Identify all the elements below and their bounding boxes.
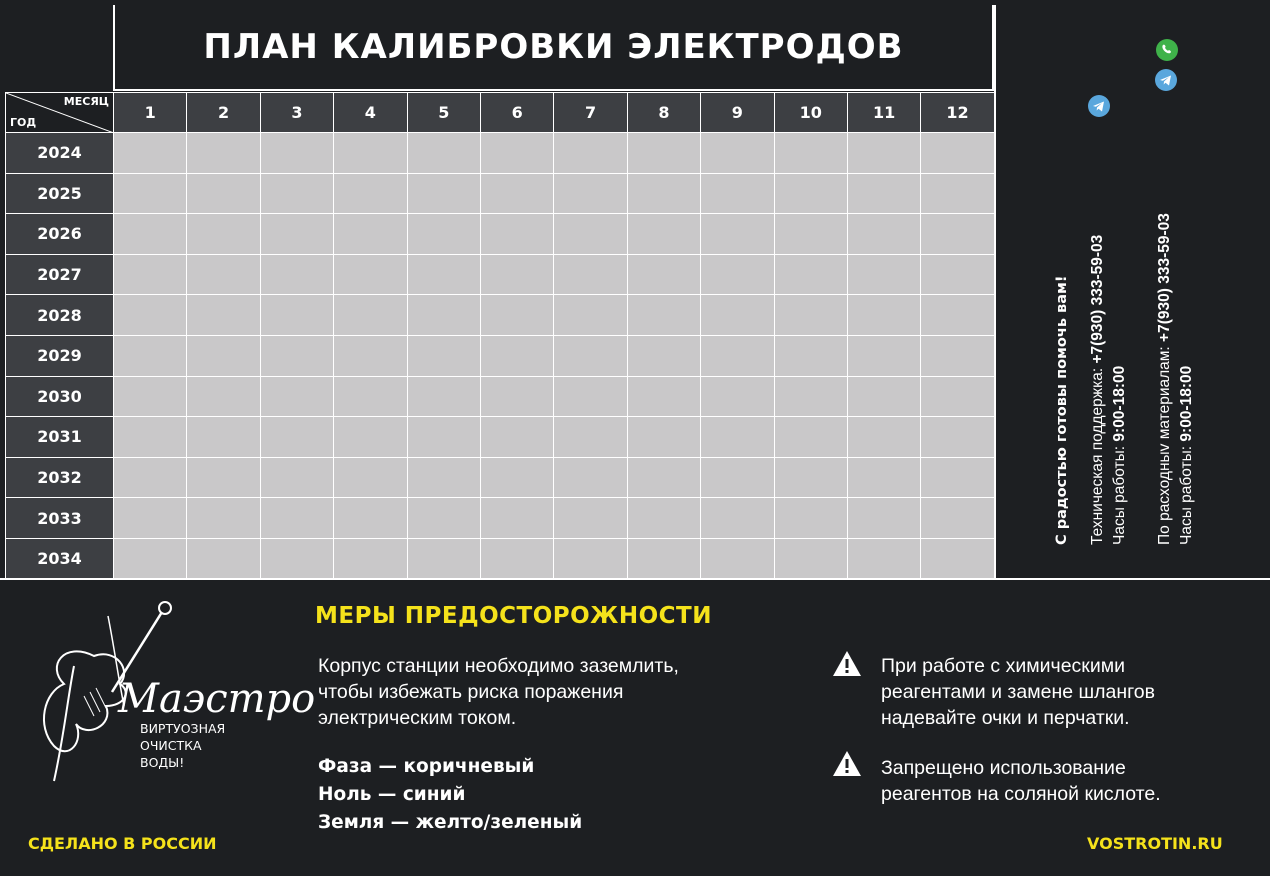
table-row [6,335,995,376]
calibration-cell[interactable] [334,254,407,295]
month-header: 8 [627,93,700,133]
month-header: 6 [480,93,553,133]
calibration-cell[interactable] [921,417,994,458]
calibration-cell[interactable] [480,335,553,376]
support-line: Техническая поддержка: +7(930) 333-59-03 [1089,234,1106,545]
corner-month-label: МЕСЯЦ [63,95,109,108]
calibration-cell[interactable] [701,295,774,336]
month-header: 11 [847,93,920,133]
calibration-cell[interactable] [701,376,774,417]
calibration-cell[interactable] [114,335,187,376]
calibration-cell[interactable] [187,133,260,174]
month-header: 10 [774,93,847,133]
calibration-cell[interactable] [480,214,553,255]
calibration-cell[interactable] [627,254,700,295]
whatsapp-icon [1155,38,1179,62]
contact-heading: С радостью готовы помочь вам! [1054,275,1070,545]
calibration-cell[interactable] [554,538,627,579]
calibration-cell[interactable] [774,254,847,295]
wire-ground: Земля — желто/зеленый [318,812,583,833]
calibration-cell[interactable] [554,376,627,417]
calibration-cell[interactable] [627,214,700,255]
calibration-cell[interactable] [480,376,553,417]
warning-icon [832,750,862,778]
horizontal-divider [0,578,1270,580]
calibration-cell[interactable] [847,254,920,295]
logo-name: Маэстро [118,676,316,722]
calibration-cell[interactable] [187,295,260,336]
telegram-icon [1155,69,1177,91]
calibration-cell[interactable] [847,214,920,255]
table-row [6,254,995,295]
year-label: 2028 [6,295,114,336]
calibration-cell[interactable] [921,254,994,295]
calibration-cell[interactable] [627,457,700,498]
calibration-cell[interactable] [260,335,333,376]
calibration-cell[interactable] [701,417,774,458]
calibration-cell[interactable] [187,417,260,458]
calibration-cell[interactable] [701,335,774,376]
calibration-cell[interactable] [627,538,700,579]
calibration-cell[interactable] [260,498,333,539]
warning-acid-text: Запрещено использование реагентов на соляной кислоте. [881,757,1161,805]
month-header: 4 [334,93,407,133]
calibration-cell[interactable] [260,254,333,295]
calibration-cell[interactable] [334,498,407,539]
table-row [6,498,995,539]
table-row [6,376,995,417]
calibration-cell[interactable] [407,457,480,498]
calibration-cell[interactable] [260,173,333,214]
table-row [6,417,995,458]
calibration-cell[interactable] [701,457,774,498]
calibration-cell[interactable] [114,417,187,458]
calibration-cell[interactable] [921,295,994,336]
calibration-cell[interactable] [921,214,994,255]
title-box [113,5,994,91]
calibration-cell[interactable] [407,254,480,295]
calibration-cell[interactable] [114,254,187,295]
calibration-cell[interactable] [921,335,994,376]
calibration-cell[interactable] [114,214,187,255]
calibration-cell[interactable] [260,417,333,458]
materials-line: По расходныv материалам: +7(930) 333-59-03 [1156,213,1173,545]
calibration-cell[interactable] [114,457,187,498]
wire-phase: Фаза — коричневый [318,756,535,777]
calibration-cell[interactable] [114,376,187,417]
materials-hours-line: Часы работы: 9:00-18:00 [1178,365,1195,545]
calibration-cell[interactable] [554,417,627,458]
calibration-cell[interactable] [260,538,333,579]
calibration-cell[interactable] [701,133,774,174]
logo-tagline: ВИРТУОЗНАЯ ОЧИСТКА ВОДЫ! [140,721,226,770]
calibration-cell[interactable] [260,214,333,255]
calibration-cell[interactable] [847,133,920,174]
calibration-cell[interactable] [627,335,700,376]
calibration-cell[interactable] [774,335,847,376]
calibration-cell[interactable] [334,295,407,336]
calibration-cell[interactable] [187,457,260,498]
page-title: ПЛАН КАЛИБРОВКИ ЭЛЕКТРОДОВ [203,27,904,67]
calibration-cell[interactable] [187,498,260,539]
calibration-cell[interactable] [774,498,847,539]
calibration-cell[interactable] [407,538,480,579]
calibration-cell[interactable] [701,498,774,539]
calibration-cell[interactable] [260,376,333,417]
calibration-cell[interactable] [334,214,407,255]
calibration-cell[interactable] [921,498,994,539]
calibration-cell[interactable] [187,335,260,376]
calibration-cell[interactable] [407,173,480,214]
calibration-cell[interactable] [774,457,847,498]
table-corner [6,93,114,133]
calibration-cell[interactable] [774,214,847,255]
calibration-cell[interactable] [407,133,480,174]
calibration-cell[interactable] [480,538,553,579]
calibration-cell[interactable] [554,214,627,255]
calibration-cell[interactable] [114,295,187,336]
year-label: 2031 [6,417,114,458]
calibration-cell[interactable] [701,254,774,295]
calibration-cell[interactable] [334,133,407,174]
calibration-cell[interactable] [334,538,407,579]
calibration-cell[interactable] [847,173,920,214]
calibration-cell[interactable] [847,498,920,539]
calibration-cell[interactable] [260,295,333,336]
calibration-cell[interactable] [701,214,774,255]
warning-gloves-text: При работе с химическими реагентами и замене шлангов надевайте очки и перчатки. [881,655,1156,729]
month-header: 7 [554,93,627,133]
calibration-cell[interactable] [407,295,480,336]
website-link[interactable]: VOSTROTIN.RU [1087,834,1223,853]
corner-year-label: ГОД [10,116,37,129]
calibration-cell[interactable] [480,295,553,336]
year-label: 2033 [6,498,114,539]
calibration-cell[interactable] [847,417,920,458]
table-row [6,295,995,336]
calibration-cell[interactable] [627,498,700,539]
made-in-russia: СДЕЛАНО В РОССИИ [28,834,217,853]
calibration-cell[interactable] [334,376,407,417]
year-label: 2025 [6,173,114,214]
calibration-cell[interactable] [480,457,553,498]
support-phone[interactable]: +7(930) 333-59-03 [1089,234,1106,364]
wire-neutral: Ноль — синий [318,784,466,805]
month-header: 1 [114,93,187,133]
calibration-cell[interactable] [554,498,627,539]
month-header: 5 [407,93,480,133]
calibration-cell[interactable] [554,335,627,376]
table-row [6,538,995,579]
table-row [6,457,995,498]
calibration-cell[interactable] [407,498,480,539]
calibration-cell[interactable] [480,254,553,295]
precautions-title: МЕРЫ ПРЕДОСТОРОЖНОСТИ [315,603,712,629]
calibration-cell[interactable] [847,376,920,417]
calibration-cell[interactable] [774,295,847,336]
calibration-cell[interactable] [554,457,627,498]
calibration-cell[interactable] [114,173,187,214]
materials-phone[interactable]: +7(930) 333-59-03 [1156,213,1173,342]
calibration-cell[interactable] [407,376,480,417]
month-header: 3 [260,93,333,133]
calibration-cell[interactable] [921,538,994,579]
calibration-cell[interactable] [554,173,627,214]
calibration-cell[interactable] [847,335,920,376]
year-label: 2027 [6,254,114,295]
year-label: 2034 [6,538,114,579]
table-row [6,133,995,174]
calibration-cell[interactable] [480,173,553,214]
calibration-cell[interactable] [114,538,187,579]
calibration-cell[interactable] [334,173,407,214]
month-header: 2 [187,93,260,133]
calibration-cell[interactable] [480,498,553,539]
calibration-cell[interactable] [774,133,847,174]
calibration-cell[interactable] [627,295,700,336]
calibration-cell[interactable] [554,254,627,295]
calibration-cell[interactable] [847,538,920,579]
calibration-cell[interactable] [480,417,553,458]
calibration-cell[interactable] [921,173,994,214]
grounding-text: Корпус станции необходимо заземлить, чтобы избежать риска поражения электрическим током. [318,655,679,729]
calibration-cell[interactable] [407,335,480,376]
month-header: 12 [921,93,994,133]
month-header-row [6,93,995,133]
warning-icon [832,650,862,678]
calibration-cell[interactable] [260,133,333,174]
calibration-cell[interactable] [847,457,920,498]
calibration-cell[interactable] [627,133,700,174]
calibration-cell[interactable] [627,173,700,214]
calibration-cell[interactable] [627,417,700,458]
calibration-cell[interactable] [921,376,994,417]
contact-panel [996,5,1270,578]
month-header: 9 [701,93,774,133]
calibration-cell[interactable] [554,133,627,174]
calibration-cell[interactable] [334,335,407,376]
calibration-cell[interactable] [187,254,260,295]
calibration-cell[interactable] [627,376,700,417]
calibration-cell[interactable] [187,376,260,417]
calibration-cell[interactable] [921,457,994,498]
calibration-cell[interactable] [554,295,627,336]
calibration-cell[interactable] [774,538,847,579]
year-label: 2030 [6,376,114,417]
calibration-cell[interactable] [774,417,847,458]
calibration-cell[interactable] [701,173,774,214]
support-hours-line: Часы работы: 9:00-18:00 [1111,365,1128,545]
table-row [6,173,995,214]
year-label: 2024 [6,133,114,174]
calibration-cell[interactable] [774,173,847,214]
calibration-cell[interactable] [407,214,480,255]
calibration-table [5,92,995,580]
calibration-cell[interactable] [114,498,187,539]
calibration-cell[interactable] [187,214,260,255]
calibration-cell[interactable] [847,295,920,336]
calibration-cell[interactable] [701,538,774,579]
calibration-cell[interactable] [114,133,187,174]
table-row [6,214,995,255]
table-body [6,133,995,580]
year-label: 2029 [6,335,114,376]
calibration-cell[interactable] [334,417,407,458]
calibration-cell[interactable] [480,133,553,174]
calibration-cell[interactable] [187,538,260,579]
year-label: 2032 [6,457,114,498]
calibration-cell[interactable] [334,457,407,498]
calibration-cell[interactable] [407,417,480,458]
calibration-cell[interactable] [187,173,260,214]
year-label: 2026 [6,214,114,255]
calibration-cell[interactable] [260,457,333,498]
calibration-cell[interactable] [921,133,994,174]
telegram-icon [1088,95,1110,117]
calibration-cell[interactable] [774,376,847,417]
